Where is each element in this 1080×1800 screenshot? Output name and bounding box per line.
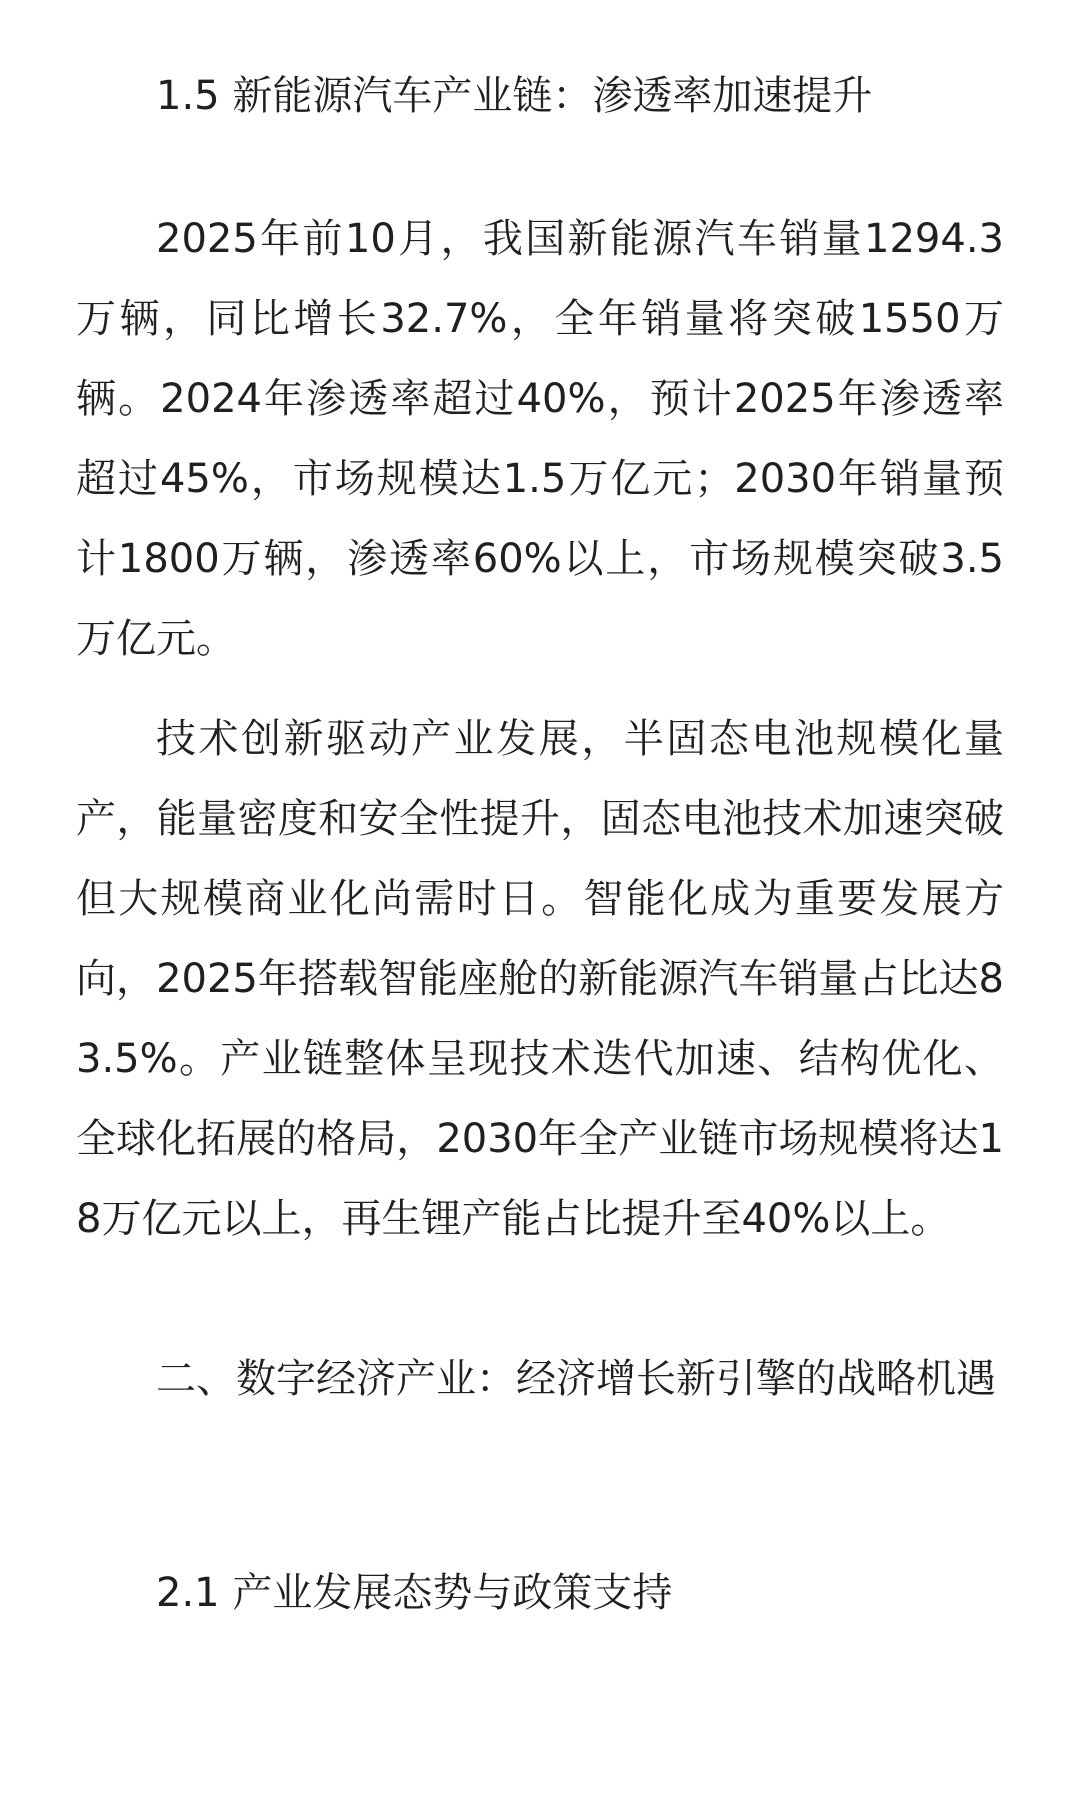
section-1-5-heading: 1.5 新能源汽车产业链：渗透率加速提升 [156, 73, 873, 119]
paragraph-nev-sales: 2025年前10月，我国新能源汽车销量1294.3万辆，同比增长32.7%，全年销量将突破1550万辆。2024年渗透率超过40%，预计2025年渗透率超过45%，市场规模达1.5万亿元；2030年销量预计1800万辆，渗透率60%以上，市场规模突破3.5万亿元。 [76, 216, 1004, 662]
section-2-1-heading: 2.1 产业发展态势与政策支持 [156, 1570, 673, 1616]
paragraph-tech-innovation: 技术创新驱动产业发展，半固态电池规模化量产，能量密度和安全性提升，固态电池技术加速突破但大规模商业化尚需时日。智能化成为重要发展方向，2025年搭载智能座舱的新能源汽车销量占比达83.5%。产业链整体呈现技术迭代加速、结构优化、全球化拓展的格局，2030年全产业链市场规模将达18万亿元以上，再生锂产能占比提升至40%以上。 [76, 716, 1004, 1242]
section-2-heading: 二、数字经济产业：经济增长新引擎的战略机遇 [156, 1356, 996, 1402]
